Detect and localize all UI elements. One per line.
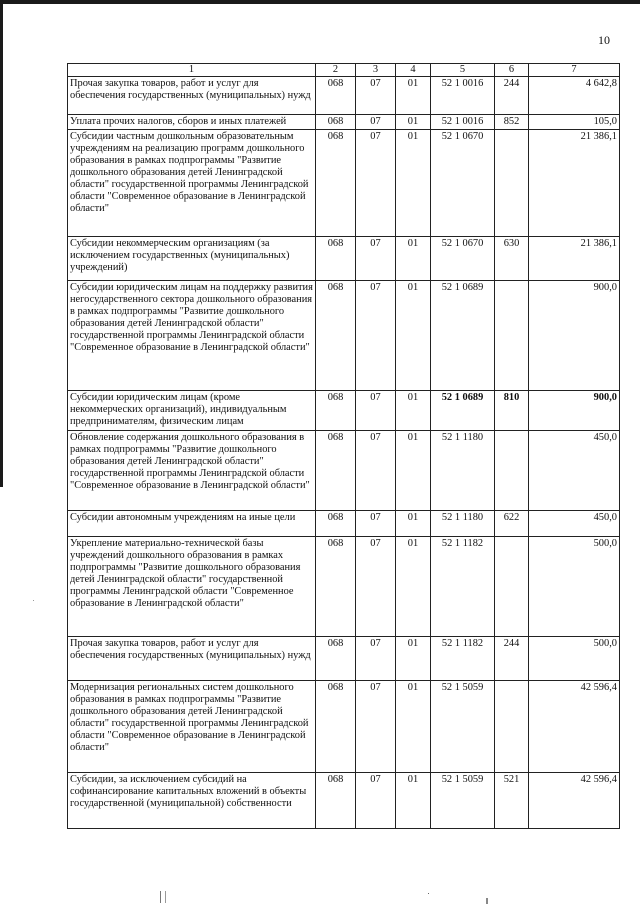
row-name: Субсидии юридическим лицам (кроме некоммерческих организаций), индивидуальным предпринимателям, физическим лицам [68, 391, 316, 431]
scan-artifact [428, 893, 429, 894]
row-code-6 [495, 431, 529, 511]
row-code-2: 068 [316, 77, 356, 115]
row-code-6: 810 [495, 391, 529, 431]
row-code-6: 630 [495, 237, 529, 281]
row-name: Уплата прочих налогов, сборов и иных платежей [68, 115, 316, 130]
row-code-5: 52 1 0689 [431, 281, 495, 391]
row-code-3: 07 [356, 115, 396, 130]
row-code-5: 52 1 0670 [431, 130, 495, 237]
row-code-4: 01 [396, 391, 431, 431]
row-code-5: 52 1 0016 [431, 115, 495, 130]
row-amount: 500,0 [529, 537, 620, 637]
row-amount: 21 386,1 [529, 130, 620, 237]
table-row [68, 130, 620, 237]
row-code-3: 07 [356, 130, 396, 237]
row-code-5: 52 1 0016 [431, 77, 495, 115]
row-code-6 [495, 130, 529, 237]
row-code-6 [495, 281, 529, 391]
row-code-4: 01 [396, 773, 431, 829]
row-code-4: 01 [396, 431, 431, 511]
page-number: 10 [598, 33, 610, 47]
row-amount: 450,0 [529, 511, 620, 537]
row-code-5: 52 1 1180 [431, 431, 495, 511]
row-name: Субсидии частным дошкольным образовательным учреждениям на реализацию программ дошкольного образования в рамках подпрограммы "Развитие дошкольного образования детей Ленинградской области" государственной программы Ленинградской области "Современное образование в Ленинградской области" [68, 130, 316, 237]
scan-artifact [160, 891, 166, 903]
row-amount: 42 596,4 [529, 773, 620, 829]
row-code-3: 07 [356, 537, 396, 637]
row-code-3: 07 [356, 637, 396, 681]
header-col-4: 4 [396, 64, 431, 77]
row-code-5: 52 1 1182 [431, 637, 495, 681]
table-row [68, 511, 620, 537]
row-code-4: 01 [396, 115, 431, 130]
row-code-2: 068 [316, 391, 356, 431]
row-code-6 [495, 681, 529, 773]
budget-table [67, 63, 620, 829]
row-code-4: 01 [396, 681, 431, 773]
row-name: Субсидии автономным учреждениям на иные цели [68, 511, 316, 537]
row-code-4: 01 [396, 511, 431, 537]
row-code-2: 068 [316, 281, 356, 391]
table-row [68, 431, 620, 511]
scan-artifact [486, 898, 488, 904]
row-amount: 42 596,4 [529, 681, 620, 773]
table-row [68, 115, 620, 130]
scan-left-edge [0, 0, 3, 487]
row-code-5: 52 1 1182 [431, 537, 495, 637]
table-row [68, 281, 620, 391]
row-code-2: 068 [316, 537, 356, 637]
row-code-2: 068 [316, 130, 356, 237]
row-code-6: 244 [495, 77, 529, 115]
row-code-5: 52 1 0670 [431, 237, 495, 281]
row-name: Прочая закупка товаров, работ и услуг для обеспечения государственных (муниципальных) нужд [68, 637, 316, 681]
header-col-2: 2 [316, 64, 356, 77]
table-row [68, 773, 620, 829]
table-header-row [68, 64, 620, 77]
row-code-4: 01 [396, 537, 431, 637]
row-code-3: 07 [356, 281, 396, 391]
table-row [68, 391, 620, 431]
row-name: Субсидии некоммерческим организациям (за исключением государственных (муниципальных) учреждений) [68, 237, 316, 281]
row-code-2: 068 [316, 637, 356, 681]
header-col-1: 1 [68, 64, 316, 77]
row-code-4: 01 [396, 237, 431, 281]
table-row [68, 637, 620, 681]
row-code-3: 07 [356, 681, 396, 773]
row-code-2: 068 [316, 681, 356, 773]
header-col-7: 7 [529, 64, 620, 77]
row-amount: 450,0 [529, 431, 620, 511]
row-code-2: 068 [316, 237, 356, 281]
row-name: Укрепление материально-технической базы учреждений дошкольного образования в рамках подпрограммы "Развитие дошкольного образования детей Ленинградской области" государственной программы Ленинградской области "Современное образование в Ленинградской области" [68, 537, 316, 637]
table-row [68, 537, 620, 637]
header-col-5: 5 [431, 64, 495, 77]
row-name: Обновление содержания дошкольного образования в рамках подпрограммы "Развитие дошкольного образования детей Ленинградской области" государственной программы Ленинградской области "Современное образование в Ленинградской области" [68, 431, 316, 511]
row-code-3: 07 [356, 431, 396, 511]
row-code-2: 068 [316, 511, 356, 537]
row-code-4: 01 [396, 130, 431, 237]
row-amount: 900,0 [529, 281, 620, 391]
row-amount: 500,0 [529, 637, 620, 681]
row-amount: 21 386,1 [529, 237, 620, 281]
header-col-3: 3 [356, 64, 396, 77]
row-code-5: 52 1 1180 [431, 511, 495, 537]
row-code-4: 01 [396, 281, 431, 391]
row-code-3: 07 [356, 391, 396, 431]
row-amount: 900,0 [529, 391, 620, 431]
scan-top-edge [0, 0, 640, 4]
row-name: Субсидии, за исключением субсидий на софинансирование капитальных вложений в объекты государственной (муниципальной) собственности [68, 773, 316, 829]
row-code-5: 52 1 0689 [431, 391, 495, 431]
row-code-2: 068 [316, 115, 356, 130]
row-name: Субсидии юридическим лицам на поддержку развития негосударственного сектора дошкольного образования в рамках подпрограммы "Развитие дошкольного образования детей Ленинградской области" государственной программы Ленинградской области "Современное образование в Ленинградской области" [68, 281, 316, 391]
row-name: Прочая закупка товаров, работ и услуг для обеспечения государственных (муниципальных) нужд [68, 77, 316, 115]
row-code-6: 244 [495, 637, 529, 681]
row-code-3: 07 [356, 237, 396, 281]
row-name: Модернизация региональных систем дошкольного образования в рамках подпрограммы "Развитие дошкольного образования детей Ленинградской области" государственной программы Ленинградской области "Современное образование в Ленинградской области" [68, 681, 316, 773]
row-amount: 105,0 [529, 115, 620, 130]
row-code-6: 622 [495, 511, 529, 537]
row-code-2: 068 [316, 431, 356, 511]
row-code-3: 07 [356, 773, 396, 829]
scan-artifact [33, 600, 34, 601]
table-row [68, 77, 620, 115]
row-code-6 [495, 537, 529, 637]
row-code-6: 852 [495, 115, 529, 130]
row-code-5: 52 1 5059 [431, 681, 495, 773]
row-code-5: 52 1 5059 [431, 773, 495, 829]
row-code-4: 01 [396, 637, 431, 681]
header-col-6: 6 [495, 64, 529, 77]
row-code-4: 01 [396, 77, 431, 115]
row-amount: 4 642,8 [529, 77, 620, 115]
row-code-3: 07 [356, 511, 396, 537]
table-row [68, 237, 620, 281]
row-code-2: 068 [316, 773, 356, 829]
table-row [68, 681, 620, 773]
row-code-3: 07 [356, 77, 396, 115]
row-code-6: 521 [495, 773, 529, 829]
